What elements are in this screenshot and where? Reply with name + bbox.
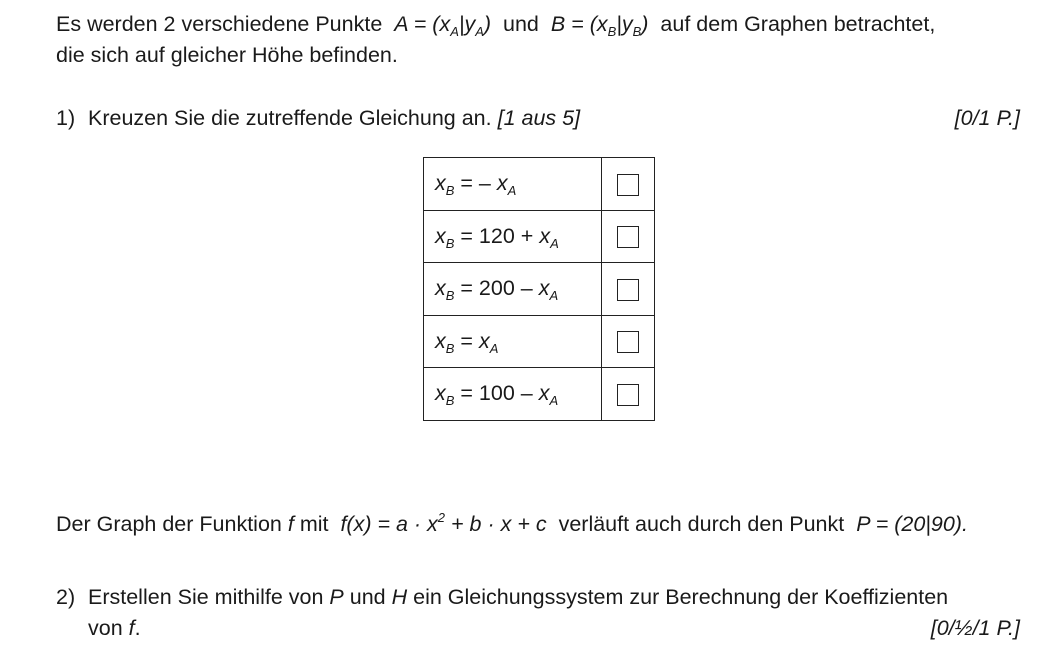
choice-row — [424, 158, 655, 211]
choice-row — [424, 368, 655, 421]
choice-checkbox[interactable] — [617, 384, 639, 406]
task2-points: [0/½/1 P.] — [930, 616, 1020, 640]
choice-checkbox[interactable] — [617, 174, 639, 196]
choice-equation: $x_B$ = – $x_A$ — [424, 158, 602, 211]
task1-number: 1) — [56, 106, 76, 130]
choice-checkbox-cell — [602, 368, 655, 421]
choice-checkbox-cell — [602, 210, 655, 263]
task1-points: [0/1 P.] — [954, 106, 1020, 130]
intro-and: und — [503, 12, 539, 36]
task2-text-line-2: von f. — [88, 616, 141, 640]
choice-equation: $x_B = x_A$ — [424, 315, 602, 368]
choice-checkbox-cell — [602, 158, 655, 211]
task2-text-line-1: Erstellen Sie mithilfe von P und H ein Gleichungssystem zur Berechnung der Koeffizienten — [88, 585, 949, 609]
function-line: Der Graph der Funktion f mit $f(x) = a \cdot x^2 + b \cdot x + c$ verläuft auch durch den Punkt P = (20|90). — [56, 510, 968, 536]
choice-checkbox-cell — [602, 315, 655, 368]
intro-text-prefix: Es werden 2 verschiedene Punkte — [56, 12, 383, 36]
choice-row — [424, 210, 655, 263]
choice-table — [423, 157, 655, 421]
choice-row — [424, 315, 655, 368]
choice-equation: $x_B = 200 - x_A$ — [424, 263, 602, 316]
intro-line-2: die sich auf gleicher Höhe befinden. — [56, 43, 398, 67]
point-a-notation: $A = (x_A|y_A)$ — [394, 12, 492, 39]
choice-checkbox-cell — [602, 263, 655, 316]
task1-hint: [1 aus 5] — [497, 106, 581, 130]
choice-equation: $x_B = 100 - x_A$ — [424, 368, 602, 421]
intro-text-suffix: auf dem Graphen betrachtet, — [660, 12, 936, 36]
point-b-notation: $B = (x_B|y_B)$ — [550, 12, 649, 39]
function-formula: $f(x) = a \cdot x^2 + b \cdot x + c$ — [340, 510, 547, 536]
task2-number: 2) — [56, 585, 76, 609]
choice-row — [424, 263, 655, 316]
choice-checkbox[interactable] — [617, 331, 639, 353]
choice-checkbox[interactable] — [617, 226, 639, 248]
choice-checkbox[interactable] — [617, 279, 639, 301]
task1-text: Kreuzen Sie die zutreffende Gleichung an. [1 aus 5] — [88, 106, 581, 130]
point-p: P = (20|90). — [856, 512, 968, 536]
intro-line-1 — [56, 12, 935, 37]
choice-equation: $x_B = 120 + x_A$ — [424, 210, 602, 263]
